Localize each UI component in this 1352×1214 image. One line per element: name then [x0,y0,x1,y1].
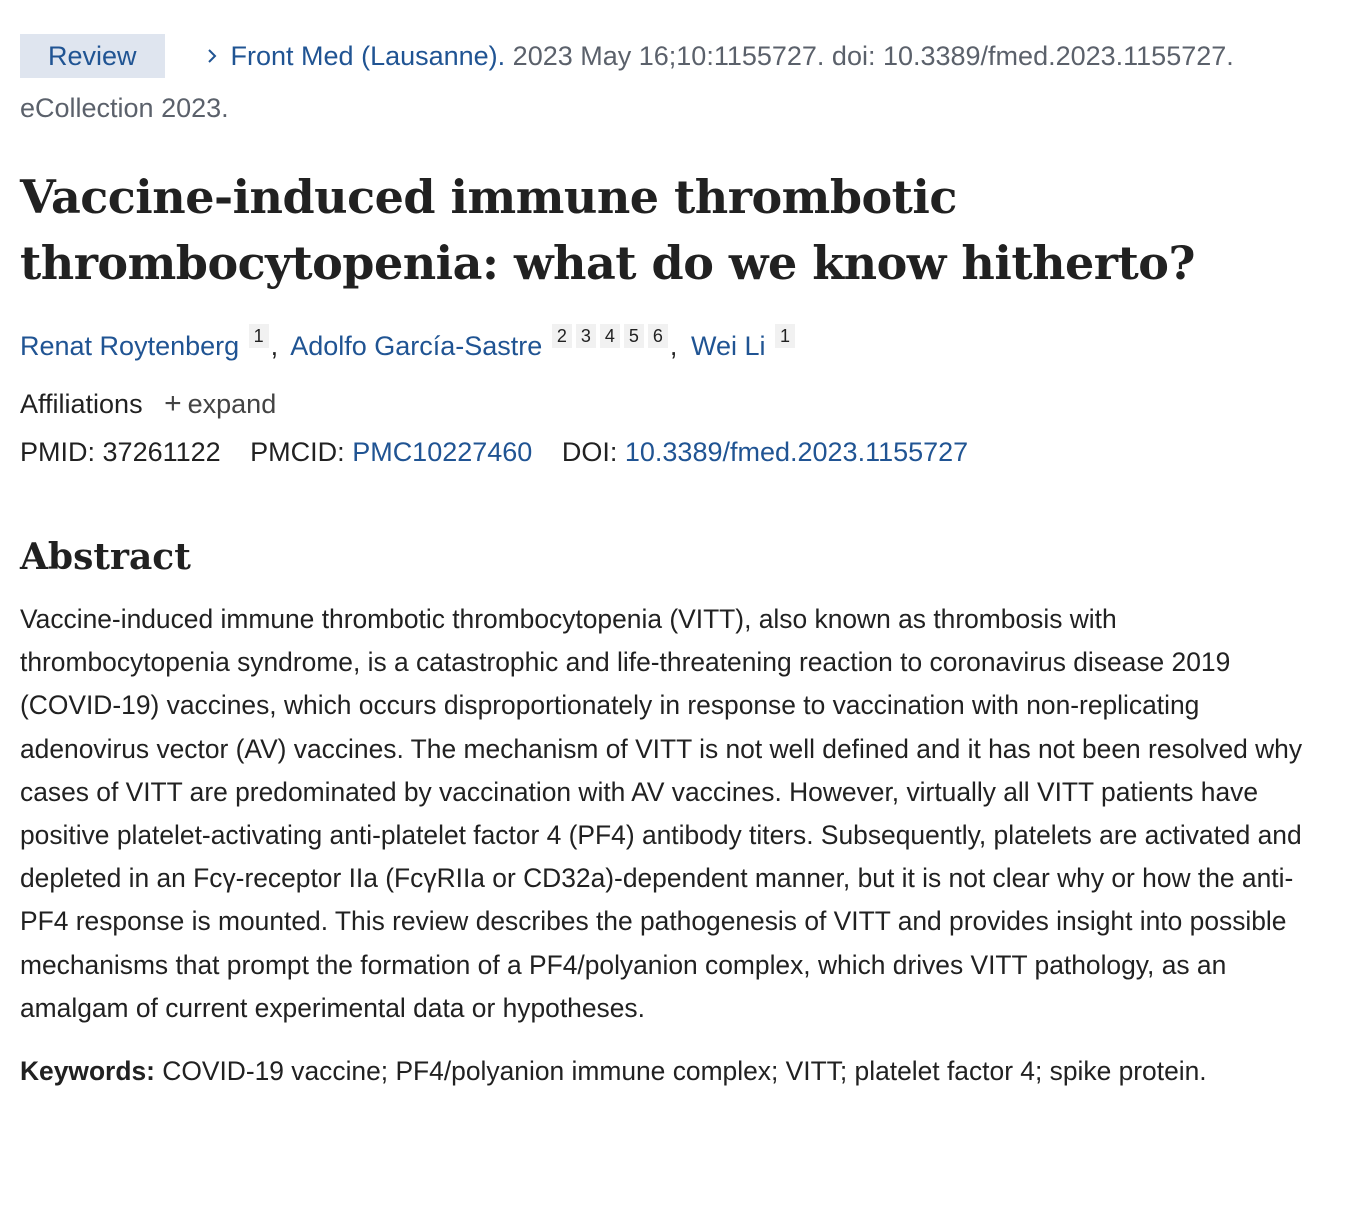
expand-affiliations-button[interactable] [164,389,276,419]
doi-link[interactable]: 10.3389/fmed.2023.1155727 [624,437,969,467]
affiliation-number[interactable]: 1 [249,324,269,348]
expand-label: expand [187,389,277,419]
article-type-badge: Review [20,34,165,78]
keywords-label: Keywords: [20,1056,155,1087]
title-line-2: thrombocytopenia: what do we know hitherto? [20,236,1195,290]
author-link[interactable]: Adolfo García-Sastre [290,331,543,361]
affiliation-number[interactable]: 1 [775,324,795,348]
pmcid-link[interactable]: PMC10227460 [352,437,533,467]
keywords-text: COVID-19 vaccine; PF4/polyanion immune complex; VITT; platelet factor 4; spike protein. [154,1056,1207,1087]
plus-icon: + [164,387,182,420]
ecollection: eCollection 2023. [20,93,229,123]
affiliation-number[interactable]: 6 [648,324,668,348]
abstract-text: Vaccine-induced immune thrombotic thrombocytopenia (VITT), also known as thrombosis with thrombocytopenia syndrome, is a catastrophic and life-threatening reaction to coronavirus disease 2019 (COVID-19) vaccines, which occurs disproportionately in response to vaccination with non-replicating adenovirus vector (AV) vaccines. The mechanism of VITT is not well defined and it has not been resolved why cases of VITT are predominated by vaccination with AV vaccines. However, virtually all VITT patients have positive platelet-activating anti-platelet factor 4 (PF4) antibody titers. Subsequently, platelets are activated and depleted in an Fcγ-receptor IIa (FcγRIIa or CD32a)-dependent manner, but it is not clear why or how the anti-PF4 response is mounted. This review describes the pathogenesis of VITT and provides insight into possible mechanisms that prompt the formation of a PF4/polyanion complex, which drives VITT pathology, as an amalgam of current experimental data or hypotheses. [20,604,1303,1023]
title-line-1: Vaccine-induced immune thrombotic [20,170,957,224]
affiliation-number[interactable]: 4 [600,324,620,348]
affiliations-label: Affiliations [20,389,143,419]
citation-details: 2023 May 16;10:1155727. doi: 10.3389/fmed.2023.1155727. [505,41,1234,71]
author-separator: , [669,331,678,361]
keywords [20,1050,1250,1093]
doi-label: DOI: [561,437,618,467]
affiliations-row [20,384,1332,424]
citation [20,30,1332,134]
pmid-value: 37261122 [102,437,221,467]
affiliation-number[interactable]: 5 [624,324,644,348]
author-list [20,324,1332,368]
chevron-right-icon[interactable] [205,49,219,63]
affiliation-number[interactable]: 3 [576,324,596,348]
author-separator: , [270,331,279,361]
affiliation-number[interactable]: 2 [552,324,572,348]
journal-link[interactable]: Front Med (Lausanne). [230,41,506,71]
author-link[interactable]: Renat Roytenberg [20,331,240,361]
abstract-heading: Abstract [20,536,191,578]
author-link[interactable]: Wei Li [690,331,766,361]
identifiers-row [20,432,1332,472]
page-title [20,164,1220,296]
pmid-label: PMID: [20,437,96,467]
pmcid-label: PMCID: [250,437,345,467]
